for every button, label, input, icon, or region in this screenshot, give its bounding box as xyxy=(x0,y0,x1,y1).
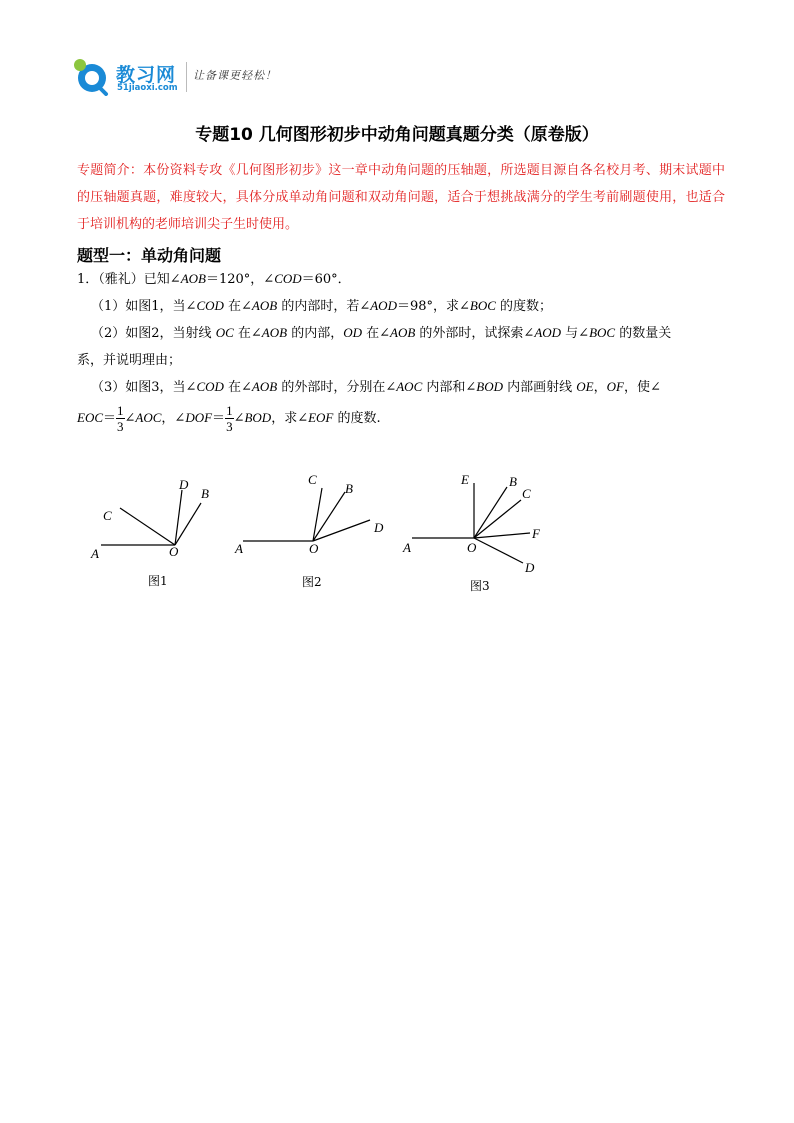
fig1-label-O: O xyxy=(169,544,179,559)
fig2-label-O: O xyxy=(309,541,319,556)
math-var: AOB xyxy=(251,298,278,313)
q-text: ，∠ xyxy=(161,411,186,426)
fig2-label-A: A xyxy=(235,541,243,556)
fraction-numerator: 1 xyxy=(117,403,124,418)
math-var: OF xyxy=(606,379,624,394)
q-text: 的外部时，分别在∠ xyxy=(277,380,397,395)
document-title: 专题10 几何图形初步中动角问题真题分类（原卷版） xyxy=(195,125,599,145)
q-text: 在∠ xyxy=(361,326,391,341)
math-var: OC xyxy=(215,325,234,340)
fig3-ray-OD xyxy=(474,538,523,563)
math-var: AOB xyxy=(180,271,206,286)
fig1-label-B: B xyxy=(201,486,209,501)
intro-paragraph: 专题简介：本份资料专攻《几何图形初步》这一章中动角问题的压轴题，所选题目源自各名校月考、期末试题中的压轴题真题，难度较大，具体分成单动角问题和双动角问题，适合于想挑战满分的学生考前刷题使用，也适合于培训机构的老师培训尖子生时使用。 xyxy=(77,163,725,232)
math-var: COD xyxy=(196,379,224,394)
question-2-continued: 系，并说明理由； xyxy=(77,353,182,368)
math-var: BOC xyxy=(469,298,496,313)
math-var: AOD xyxy=(370,298,397,313)
math-var: OD xyxy=(343,325,362,340)
math-var: BOD xyxy=(476,379,503,394)
fig3-label-F: F xyxy=(532,526,540,541)
math-var: EOF xyxy=(308,410,334,425)
fraction-denominator: 3 xyxy=(117,419,124,434)
fig3-ray-OC xyxy=(474,500,521,538)
math-var: OE xyxy=(576,379,594,394)
math-var: DOF xyxy=(185,410,213,425)
math-var: AOC xyxy=(396,379,423,394)
fig3-label-O: O xyxy=(467,540,477,555)
fig3-label-B: B xyxy=(509,474,517,489)
section-heading: 题型一：单动角问题 xyxy=(77,246,222,265)
math-var: COD xyxy=(196,298,224,313)
brand-slogan: 让备课更轻松！ xyxy=(193,69,277,82)
fig1-ray-OB xyxy=(175,503,201,545)
fig2-label-C: C xyxy=(308,472,317,487)
q-text: ∠ xyxy=(233,411,245,426)
q-text: ＝98°，求∠ xyxy=(396,299,470,314)
math-var: AOB xyxy=(390,325,416,340)
brand-url: 51jiaoxi.com xyxy=(117,83,178,93)
math-var: BOD xyxy=(244,410,272,425)
fig1-label-D: D xyxy=(179,477,189,492)
q-text: 的度数. xyxy=(333,411,381,426)
math-var: AOB xyxy=(251,379,278,394)
problem-text: （雅礼）已知∠ xyxy=(98,272,181,287)
q-text: 的数量关 xyxy=(615,326,672,341)
math-var: AOC xyxy=(135,410,162,425)
fraction-denominator: 3 xyxy=(226,419,233,434)
q-text: 内部和∠ xyxy=(422,380,477,395)
q-text: ， xyxy=(593,380,607,395)
fig3-caption: 图3 xyxy=(470,579,490,593)
fig1-label-A: A xyxy=(91,546,99,561)
q-text: （3）如图3，当∠ xyxy=(91,380,197,395)
math-var: COD xyxy=(274,271,302,286)
problem-number: 1． xyxy=(77,272,99,287)
q-text: 的外部时，试探索∠ xyxy=(415,326,535,341)
q-text: ，使∠ xyxy=(623,380,661,395)
math-var: AOB xyxy=(261,325,288,340)
q-text: 在∠ xyxy=(223,299,252,314)
math-var: EOC xyxy=(77,410,103,425)
fig1-label-C: C xyxy=(103,508,112,523)
problem-text: ＝120°，∠ xyxy=(205,272,275,287)
fig1-ray-OC xyxy=(120,508,175,545)
fig3-ray-OB xyxy=(474,487,507,538)
fig3-label-D: D xyxy=(525,560,535,575)
brand-name: 教习网 xyxy=(116,64,177,86)
problem-text: ＝60°． xyxy=(301,272,351,287)
q-text: （1）如图1，当∠ xyxy=(91,299,197,314)
q-text: ∠ xyxy=(124,411,136,426)
q-text: ，求∠ xyxy=(271,411,309,426)
fig2-label-D: D xyxy=(374,520,384,535)
q-text: 与∠ xyxy=(561,326,590,341)
fraction-numerator: 1 xyxy=(226,403,233,418)
q-text: 在∠ xyxy=(223,380,252,395)
fig2-ray-OD xyxy=(313,520,370,541)
fig3-ray-OF xyxy=(474,533,530,538)
q-text: 在∠ xyxy=(233,326,262,341)
q-text: 的内部， xyxy=(287,326,344,341)
fig3-label-A: A xyxy=(403,540,411,555)
q-text: 内部画射线 xyxy=(502,380,577,395)
fig1-caption: 图1 xyxy=(148,574,168,588)
fig1-ray-OD xyxy=(175,490,182,545)
math-var: BOC xyxy=(589,325,616,340)
q-text: 的度数； xyxy=(495,299,553,314)
q-text: ＝ xyxy=(103,411,117,426)
math-var: AOD xyxy=(534,325,562,340)
fig2-ray-OB xyxy=(313,492,345,541)
q-text: 的内部时，若∠ xyxy=(277,299,371,314)
fig3-label-E: E xyxy=(461,472,469,487)
fig3-label-C: C xyxy=(522,486,531,501)
fig2-caption: 图2 xyxy=(302,575,322,589)
q-text: （2）如图2，当射线 xyxy=(91,326,216,341)
fig2-label-B: B xyxy=(345,481,353,496)
q-text: ＝ xyxy=(212,411,226,426)
